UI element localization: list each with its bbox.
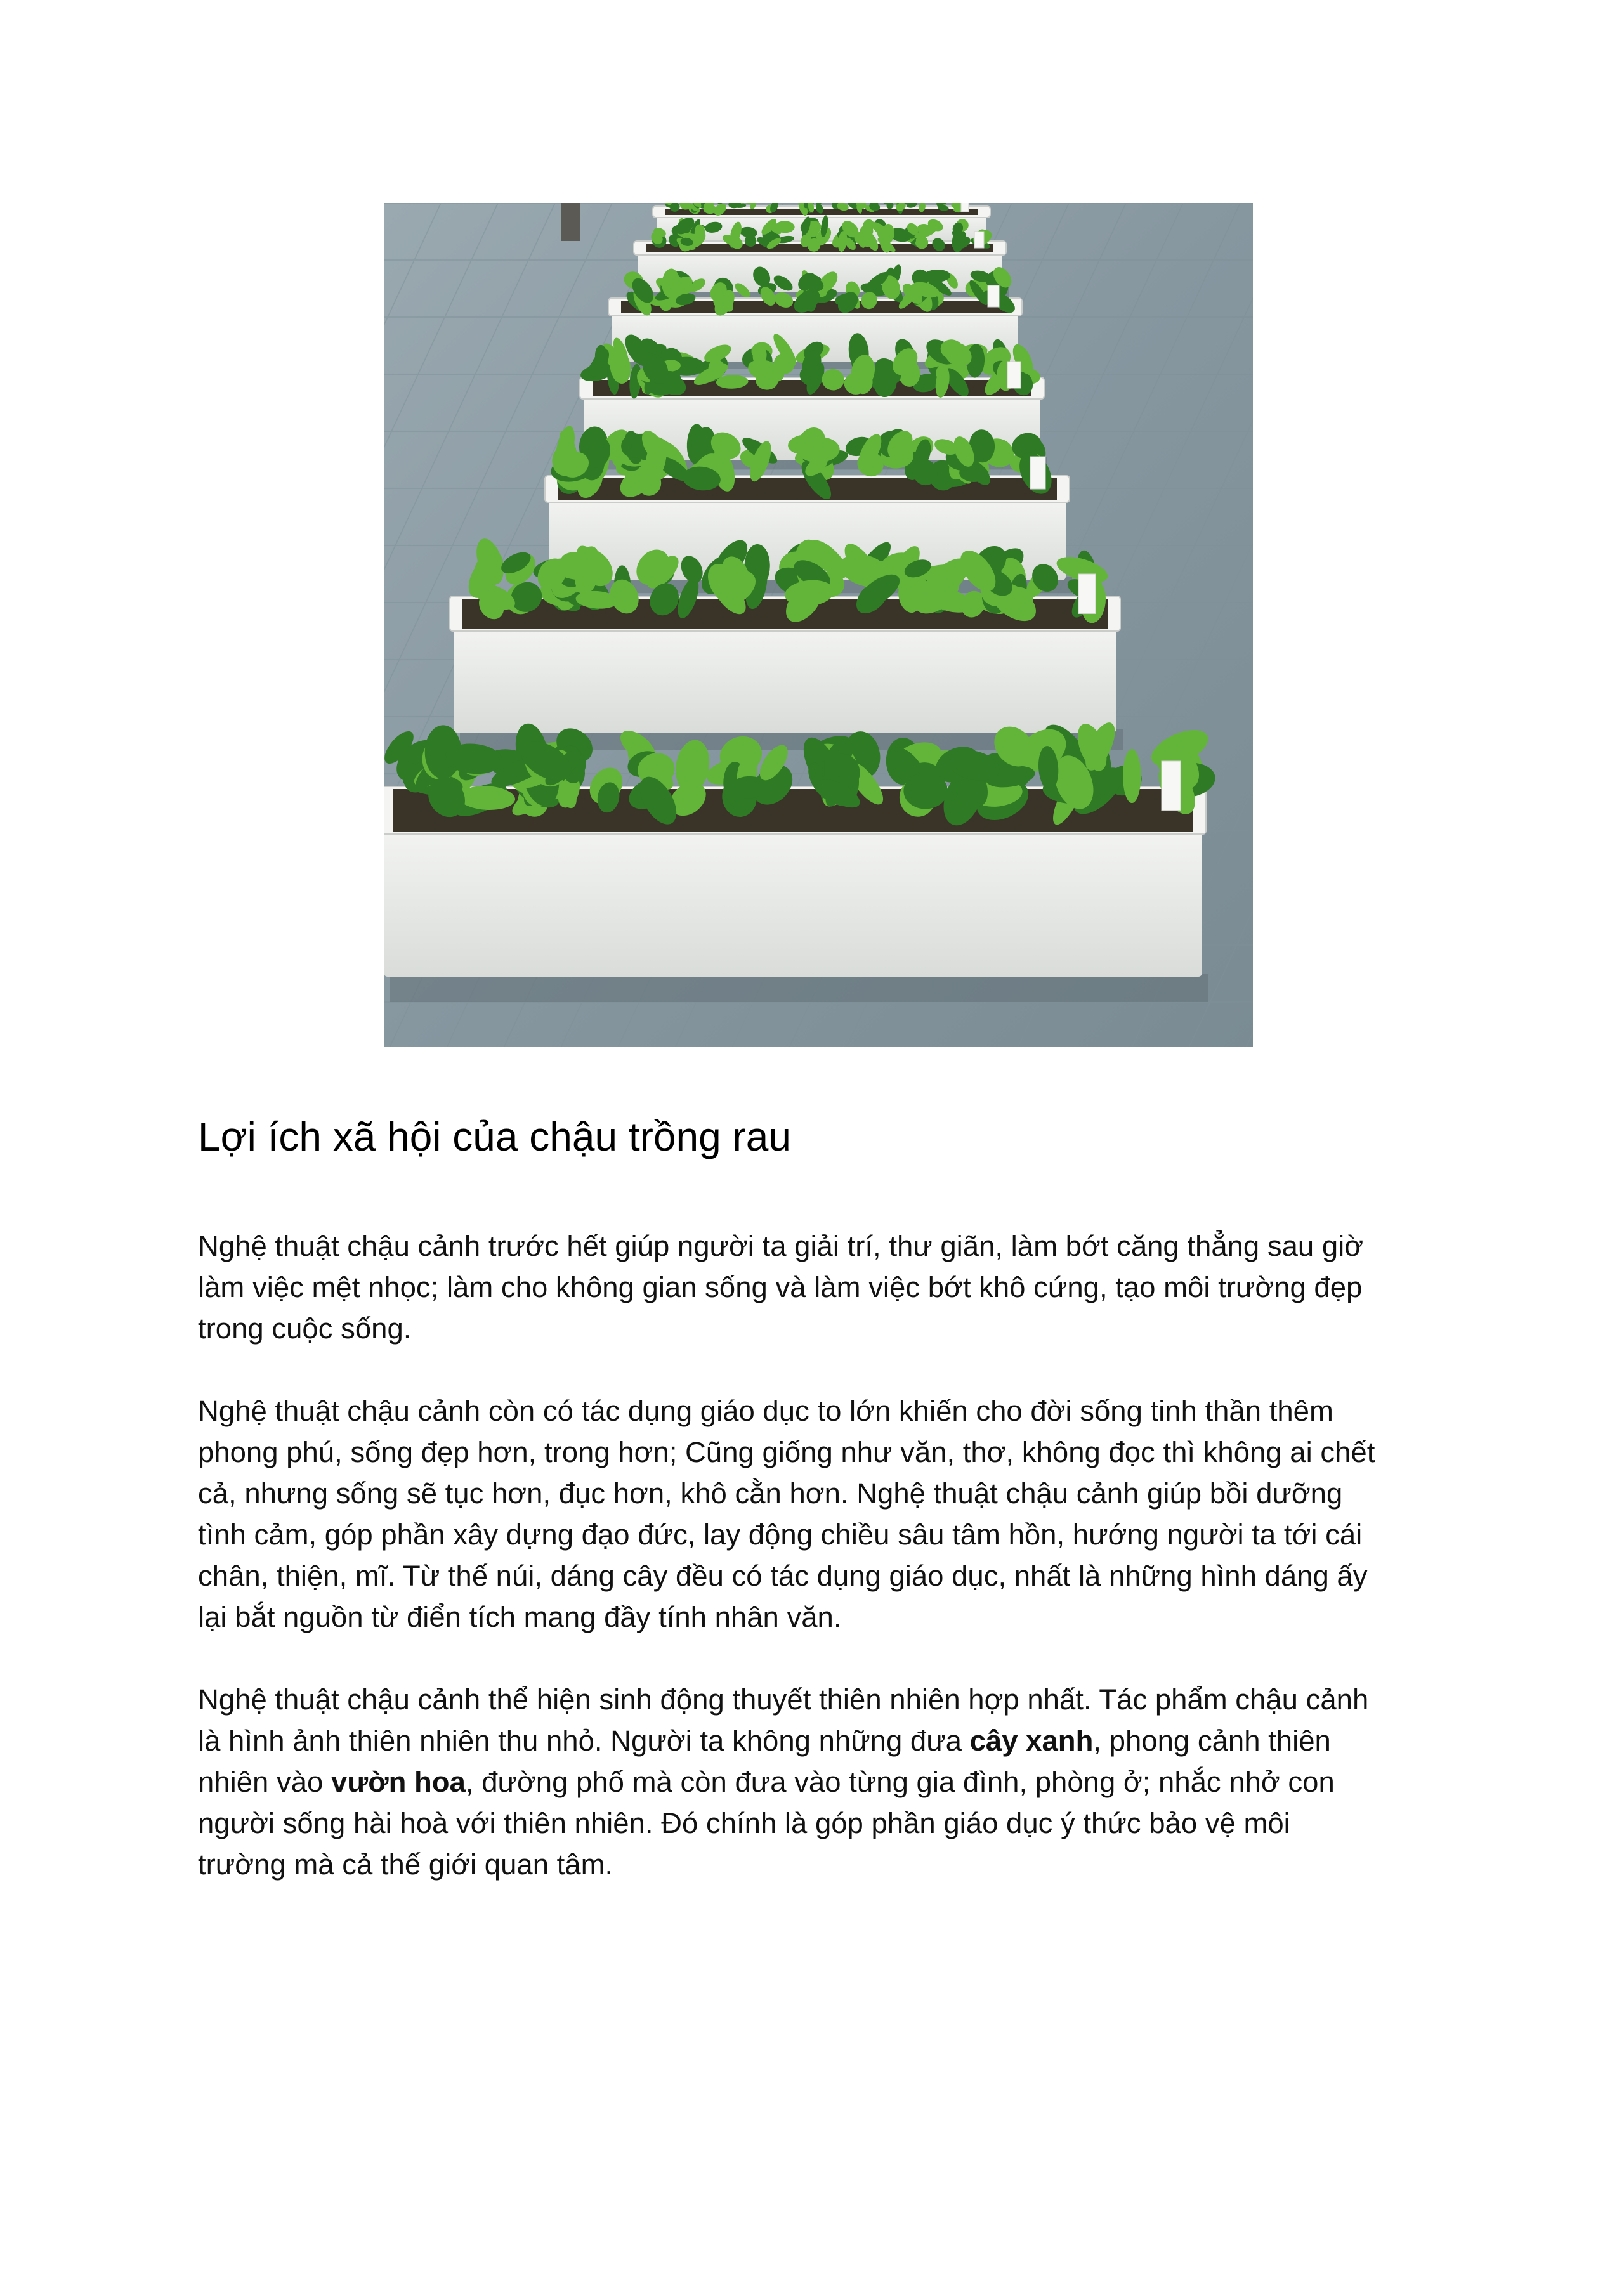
link-cay-xanh[interactable]: cây xanh	[969, 1725, 1094, 1757]
paragraph-2-line: phong phú, sống đẹp hơn, trong hơn; Cũng giống như văn, thơ, không đọc thì không ai chết	[198, 1436, 1375, 1468]
paragraph-3-line	[198, 1761, 1460, 1803]
text-run: , đường phố mà còn đưa vào từng gia đình, phòng ở; nhắc nhở con	[465, 1766, 1335, 1798]
paragraph-2-line: tình cảm, góp phần xây dựng đạo đức, lay động chiều sâu tâm hồn, hướng người ta tới cái	[198, 1518, 1363, 1551]
text-run: là hình ảnh thiên nhiên thu nhỏ. Người ta không những đưa	[198, 1725, 970, 1757]
paragraph-1-line: Nghệ thuật chậu cảnh trước hết giúp người ta giải trí, thư giãn, làm bớt căng thẳng sau giờ	[198, 1230, 1364, 1262]
planter-box	[450, 534, 1123, 750]
paragraph-3-line: trường mà cả thế giới quan tâm.	[198, 1848, 613, 1881]
paragraph-1-line: trong cuộc sống.	[198, 1312, 412, 1345]
paragraph-3-line: Nghệ thuật chậu cảnh thể hiện sinh động thuyết thiên nhiên hợp nhất. Tác phẩm chậu cảnh	[198, 1683, 1369, 1716]
paragraph-1	[198, 1225, 1460, 1349]
text-run: , phong cảnh thiên	[1093, 1725, 1331, 1757]
planters-photo	[384, 203, 1253, 1047]
page-heading: Lợi ích xã hội của chậu trồng rau	[198, 1114, 791, 1159]
planters-photo-drawing	[384, 203, 1253, 1047]
paragraph-1-line: làm việc mệt nhọc; làm cho không gian sống và làm việc bớt khô cứng, tạo môi trường đẹp	[198, 1271, 1363, 1303]
paragraph-2-line: chân, thiện, mĩ. Từ thế núi, dáng cây đều có tác dụng giáo dục, nhất là những hình dáng ấy	[198, 1560, 1368, 1592]
link-vuon-hoa[interactable]: vườn hoa	[331, 1766, 466, 1798]
text-run: nhiên vào	[198, 1766, 331, 1798]
paragraph-2	[198, 1390, 1460, 1638]
paragraph-2-line: lại bắt nguồn từ điển tích mang đầy tính nhân văn.	[198, 1601, 842, 1633]
paragraph-2-line: Nghệ thuật chậu cảnh còn có tác dụng giáo dục to lớn khiến cho đời sống tinh thần thêm	[198, 1395, 1333, 1427]
paragraph-3-line: người sống hài hoà với thiên nhiên. Đó chính là góp phần giáo dục ý thức bảo vệ môi	[198, 1807, 1290, 1839]
paragraph-2-line: cả, nhưng sống sẽ tục hơn, đục hơn, khô cằn hơn. Nghệ thuật chậu cảnh giúp bồi dưỡng	[198, 1477, 1343, 1510]
paragraph-3-line	[198, 1720, 1460, 1761]
railing-post	[561, 203, 580, 241]
paragraph-3	[198, 1679, 1460, 1885]
